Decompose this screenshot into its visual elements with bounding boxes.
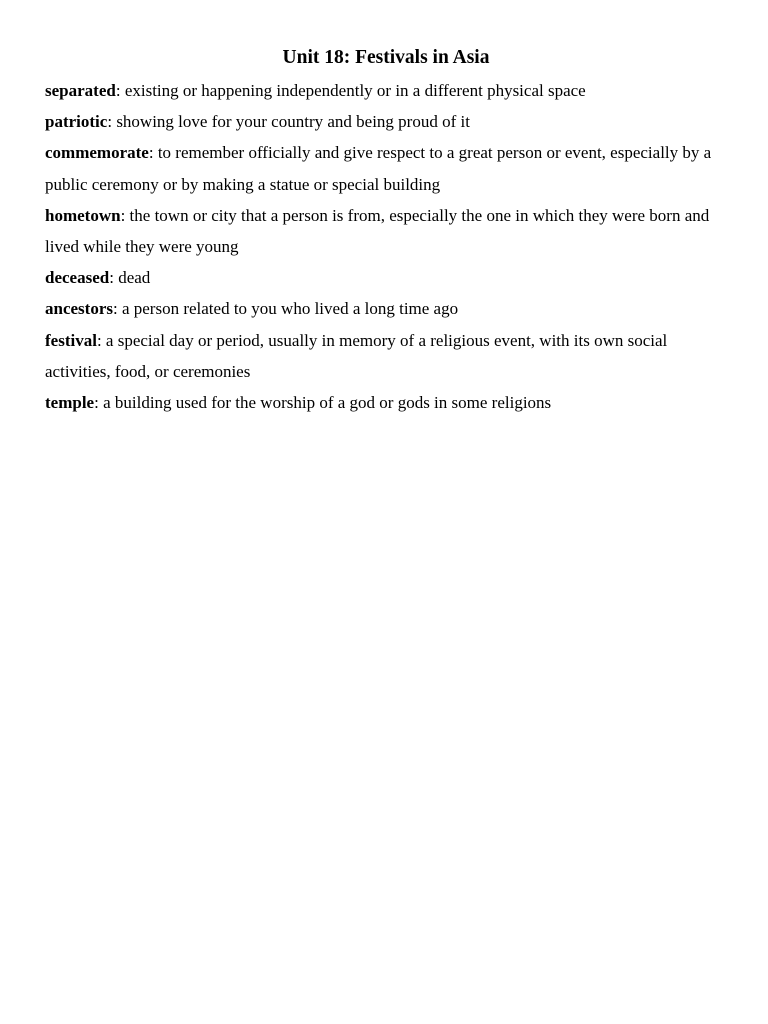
glossary-term: temple [45,393,95,413]
glossary-term: deceased [45,268,110,288]
glossary-entry-festival [45,325,725,387]
glossary-definition: to remember officially and give respect to a great person or event, especially by a public ceremony or by making a statue or special building [45,143,712,194]
glossary-entry-commemorate [45,137,725,199]
glossary-term: ancestors [45,299,113,319]
glossary-list [45,75,725,418]
term-separator: : [94,393,104,413]
glossary-entry-separated [45,75,725,106]
glossary-definition: a special day or period, usually in memory of a religious event, with its own social activities, food, or ceremonies [45,330,668,381]
term-separator: : [112,299,122,319]
term-separator: : [107,112,117,132]
term-separator: : [148,143,158,163]
glossary-entry-deceased [45,262,725,293]
glossary-definition: a building used for the worship of a god or gods in some religions [103,393,552,413]
term-separator: : [96,330,106,350]
term-separator: : [115,81,125,100]
glossary-term: festival [45,330,97,350]
glossary-entry-ancestors [45,293,725,324]
glossary-entry-temple [45,387,725,418]
glossary-term: separated [45,81,116,100]
glossary-definition: a person related to you who lived a long time ago [121,299,459,319]
glossary-definition: the town or city that a person is from, especially the one in which they were born and lived while they were young [45,205,710,257]
glossary-term: hometown [45,205,121,225]
term-separator: : [109,268,119,288]
glossary-term: commemorate [45,143,149,163]
glossary-definition: dead [118,268,151,288]
page-title: Unit 18: Festivals in Asia [282,47,490,68]
glossary-entry-patriotic [45,106,725,137]
document-page [45,44,725,418]
glossary-entry-hometown [45,200,725,262]
glossary-term: patriotic [45,112,108,132]
glossary-definition: existing or happening independently or in a different physical space [124,81,586,100]
term-separator: : [120,205,130,225]
glossary-definition: showing love for your country and being proud of it [116,112,470,132]
